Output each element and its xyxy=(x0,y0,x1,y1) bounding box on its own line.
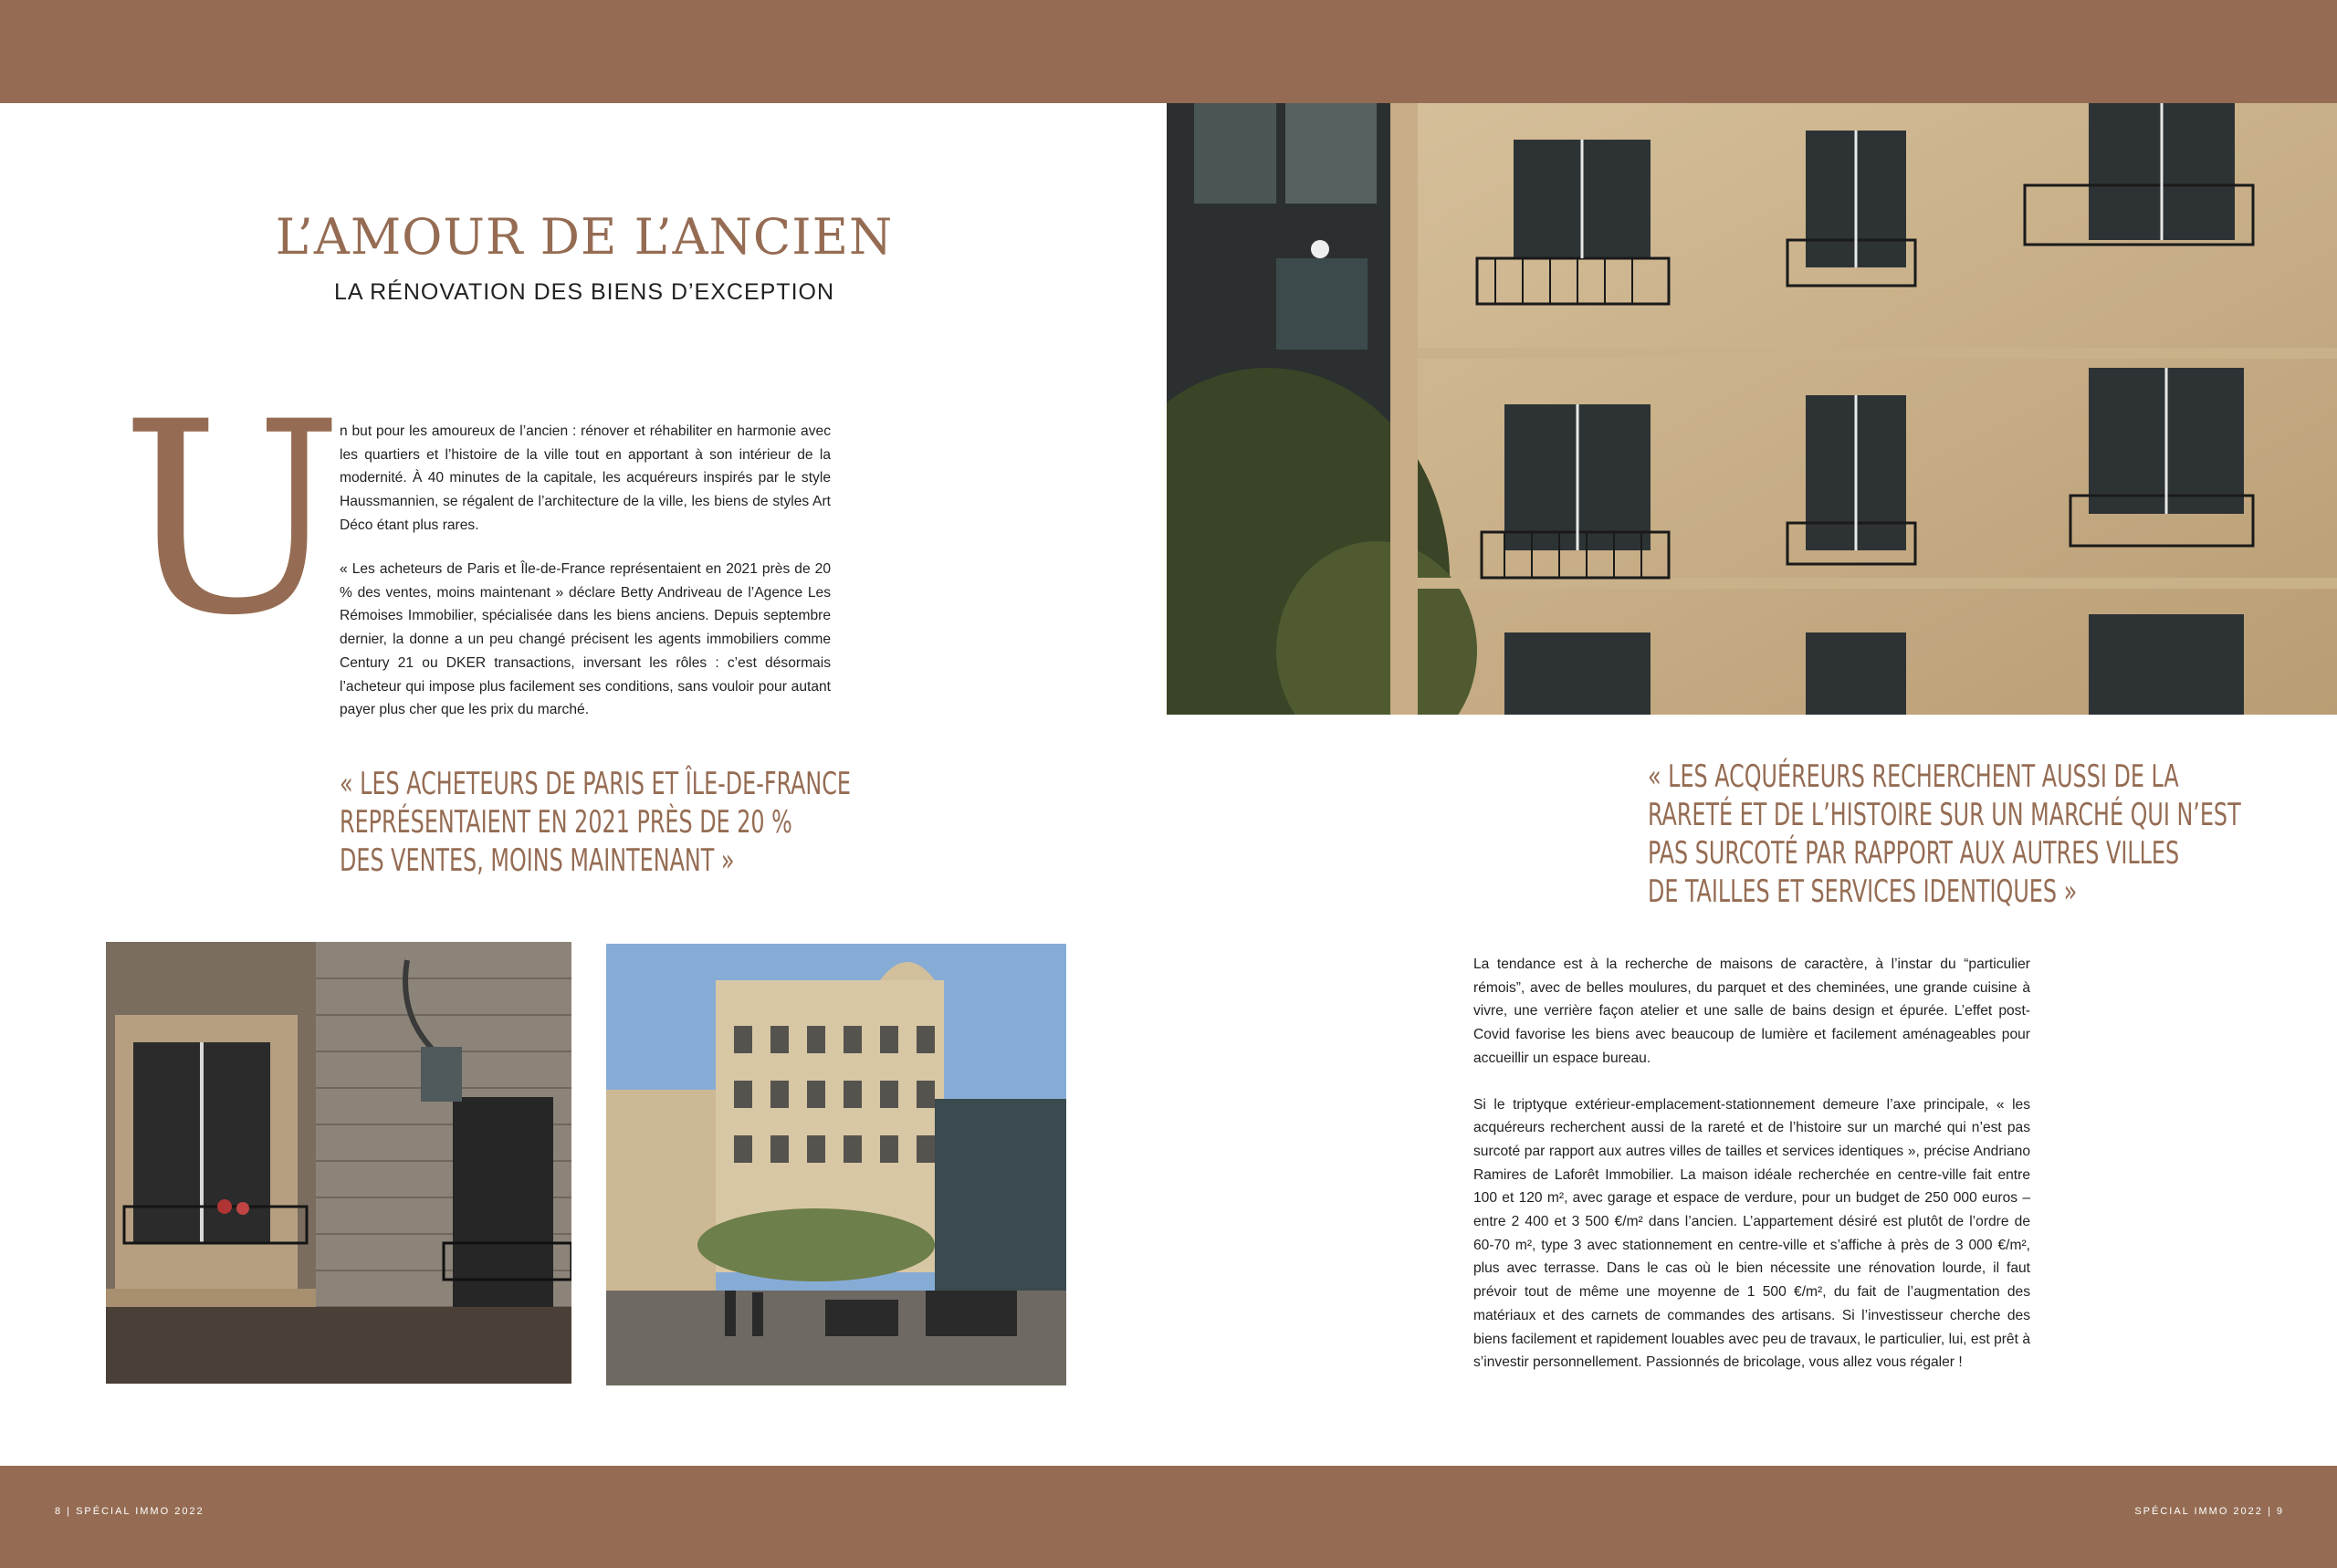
top-band xyxy=(0,0,2337,103)
pullquote-right-line: DE TAILLES ET SERVICES IDENTIQUES » xyxy=(1648,873,2078,910)
folio-right: SPÉCIAL IMMO 2022 | 9 xyxy=(2134,1506,2284,1517)
pullquote-right-line: RARETÉ ET DE L’HISTOIRE SUR UN MARCHÉ QUI N’EST xyxy=(1648,797,2241,833)
pullquote-left-line: « LES ACHETEURS DE PARIS ET ÎLE-DE-FRANCE xyxy=(340,766,851,802)
intro-column xyxy=(340,420,831,560)
drop-cap: U xyxy=(121,366,344,674)
pullquote-left-line: DES VENTES, MOINS MAINTENANT » xyxy=(340,842,735,879)
pullquote-right xyxy=(1648,758,2241,911)
pullquote-right-line: PAS SURCOTÉ PAR RAPPORT AUX AUTRES VILLES xyxy=(1648,835,2180,872)
right-paragraph-2: Si le triptyque extérieur-emplacement-stationnement demeure l’axe principale, « les acquéreurs recherchent aussi de la rareté et de l’histoire sur un marché qui n’est pas surcoté par rapport aux autres villes de tailles et services identiques », précise Andriano Ramires de Laforêt Immobilier. La maison idéale recherchée en centre-ville fait entre 100 et 120 m², avec garage et espace de verdure, pour un budget de 250 000 euros – entre 2 400 et 3 500 €/m² dans l’ancien. L’appartement désiré est plutôt de l’ordre de 60-70 m², type 3 avec stationnement en centre-ville et s’affiche à près de 3 000 €/m², plus avec terrasse. Dans le cas où le bien nécessite une rénovation lourde, il faut prévoir tout de même une moyenne de 1 500 €/m², du fait de l’augmentation des matériaux et des carnets de commandes des artisans. Si l’investisseur cherche des biens facilement et rapidement louables avec peu de travaux, le particulier, lui, est prêt à s’investir personnellement. Passionnés de bricolage, vous allez vous régaler ! xyxy=(1473,1096,2030,1371)
bottom-band xyxy=(0,1466,2337,1568)
quote-column xyxy=(340,558,831,745)
pullquote-left xyxy=(340,765,851,880)
article-title: L’AMOUR DE L’ANCIEN xyxy=(275,208,894,266)
right-column xyxy=(1473,953,2030,1397)
folio-left: 8 | SPÉCIAL IMMO 2022 xyxy=(55,1506,204,1517)
town-square-photo xyxy=(606,944,1066,1385)
facade-photo xyxy=(1167,103,2337,715)
pullquote-right-line: « LES ACQUÉREURS RECHERCHENT AUSSI DE LA xyxy=(1648,758,2179,795)
intro-paragraph: n but pour les amoureux de l’ancien : rénover et réhabiliter en harmonie avec les quartiers et l’histoire de la ville tout en apportant à son intérieur de la modernité. À 40 minutes de la capitale, les acquéreurs inspirés par le style Haussmannien, se régalent de l’architecture de la ville, les biens de styles Art Déco étant plus rares. xyxy=(340,423,831,533)
article-subtitle: LA RÉNOVATION DES BIENS D’EXCEPTION xyxy=(333,279,835,305)
quote-paragraph: « Les acheteurs de Paris et Île-de-France représentaient en 2021 près de 20 % des ventes, moins maintenant » déclare Betty Andriveau de l’Agence Les Rémoises Immobilier, spécialisée dans les biens anciens. Depuis septembre dernier, la donne a un peu changé précisent les agents immobiliers comme Century 21 ou DKER transactions, inversant les rôles : c’est désormais l’acheteur qui impose plus facilement ses conditions, sans vouloir pour autant payer plus cher que les prix du marché. xyxy=(340,561,831,718)
window-lamp-photo xyxy=(106,942,571,1384)
right-paragraph-1: La tendance est à la recherche de maisons de caractère, à l’instar du “particulier rémois”, avec de belles moulures, du parquet et des cheminées, une grande cuisine à vivre, une verrière façon atelier et une salle de bains design et épurée. L’effet post-Covid favorise les biens avec beaucoup de lumière et facilement aménageables pour accueillir un espace bureau. xyxy=(1473,956,2030,1066)
pullquote-left-line: REPRÉSENTAIENT EN 2021 PRÈS DE 20 % xyxy=(340,804,792,841)
